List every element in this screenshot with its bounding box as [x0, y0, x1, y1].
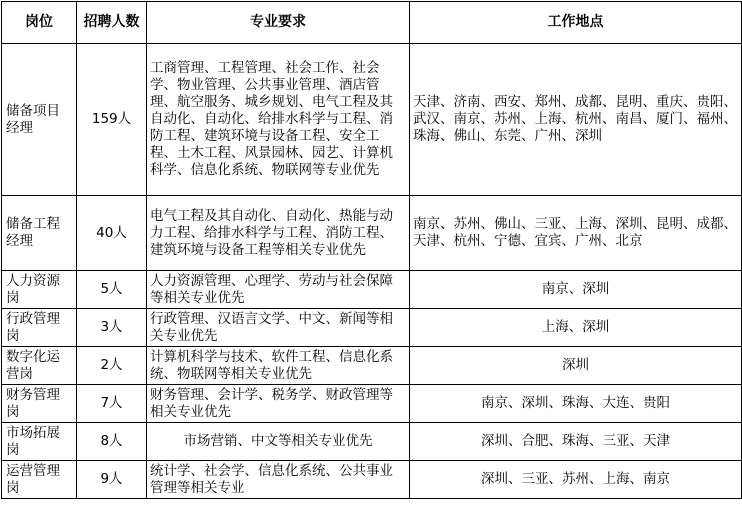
major-cell: 计算机科学与技术、软件工程、信息化系统、物联网等相关专业优先 [147, 347, 410, 385]
recruitment-table [1, 1, 742, 499]
position-cell: 市场拓展岗 [2, 423, 77, 461]
major-cell: 财务管理、会计学、税务学、财政管理等相关专业优先 [147, 385, 410, 423]
major-cell: 行政管理、汉语言文学、中文、新闻等相关专业优先 [147, 309, 410, 347]
count-cell: 9人 [77, 461, 147, 499]
location-cell: 南京、深圳 [410, 271, 742, 309]
header-position: 岗位 [2, 2, 77, 44]
major-cell: 市场营销、中文等相关专业优先 [147, 423, 410, 461]
position-cell: 行政管理岗 [2, 309, 77, 347]
header-major: 专业要求 [147, 2, 410, 44]
table-row [2, 385, 742, 423]
table-row [2, 461, 742, 499]
position-cell: 人力资源岗 [2, 271, 77, 309]
location-cell: 上海、深圳 [410, 309, 742, 347]
location-cell: 天津、济南、西安、郑州、成都、昆明、重庆、贵阳、武汉、南京、苏州、上海、杭州、南昌、厦门、福州、珠海、佛山、东莞、广州、深圳 [410, 44, 742, 196]
count-cell: 2人 [77, 347, 147, 385]
table-row [2, 271, 742, 309]
major-cell: 电气工程及其自动化、自动化、热能与动力工程、给排水科学与工程、消防工程、建筑环境与设备工程等相关专业优先 [147, 196, 410, 271]
count-cell: 3人 [77, 309, 147, 347]
position-cell: 数字化运营岗 [2, 347, 77, 385]
table-row [2, 309, 742, 347]
header-location: 工作地点 [410, 2, 742, 44]
table-row [2, 347, 742, 385]
major-cell: 人力资源管理、心理学、劳动与社会保障等相关专业优先 [147, 271, 410, 309]
count-cell: 159人 [77, 44, 147, 196]
count-cell: 7人 [77, 385, 147, 423]
header-row [2, 2, 742, 44]
count-cell: 40人 [77, 196, 147, 271]
table-row [2, 44, 742, 196]
header-count: 招聘人数 [77, 2, 147, 44]
major-cell: 统计学、社会学、信息化系统、公共事业管理等相关专业 [147, 461, 410, 499]
position-cell: 储备工程经理 [2, 196, 77, 271]
location-cell: 深圳、三亚、苏州、上海、南京 [410, 461, 742, 499]
location-cell: 深圳 [410, 347, 742, 385]
major-cell: 工商管理、工程管理、社会工作、社会学、物业管理、公共事业管理、酒店管理、航空服务、城乡规划、电气工程及其自动化、自动化、给排水科学与工程、消防工程、建筑环境与设备工程、安全工程、土木工程、风景园林、园艺、计算机科学、信息化系统、物联网等专业优先 [147, 44, 410, 196]
location-cell: 南京、深圳、珠海、大连、贵阳 [410, 385, 742, 423]
count-cell: 5人 [77, 271, 147, 309]
location-cell: 南京、苏州、佛山、三亚、上海、深圳、昆明、成都、天津、杭州、宁德、宜宾、广州、北京 [410, 196, 742, 271]
count-cell: 8人 [77, 423, 147, 461]
table-row [2, 423, 742, 461]
table-row [2, 196, 742, 271]
position-cell: 财务管理岗 [2, 385, 77, 423]
position-cell: 运营管理岗 [2, 461, 77, 499]
location-cell: 深圳、合肥、珠海、三亚、天津 [410, 423, 742, 461]
position-cell: 储备项目经理 [2, 44, 77, 196]
